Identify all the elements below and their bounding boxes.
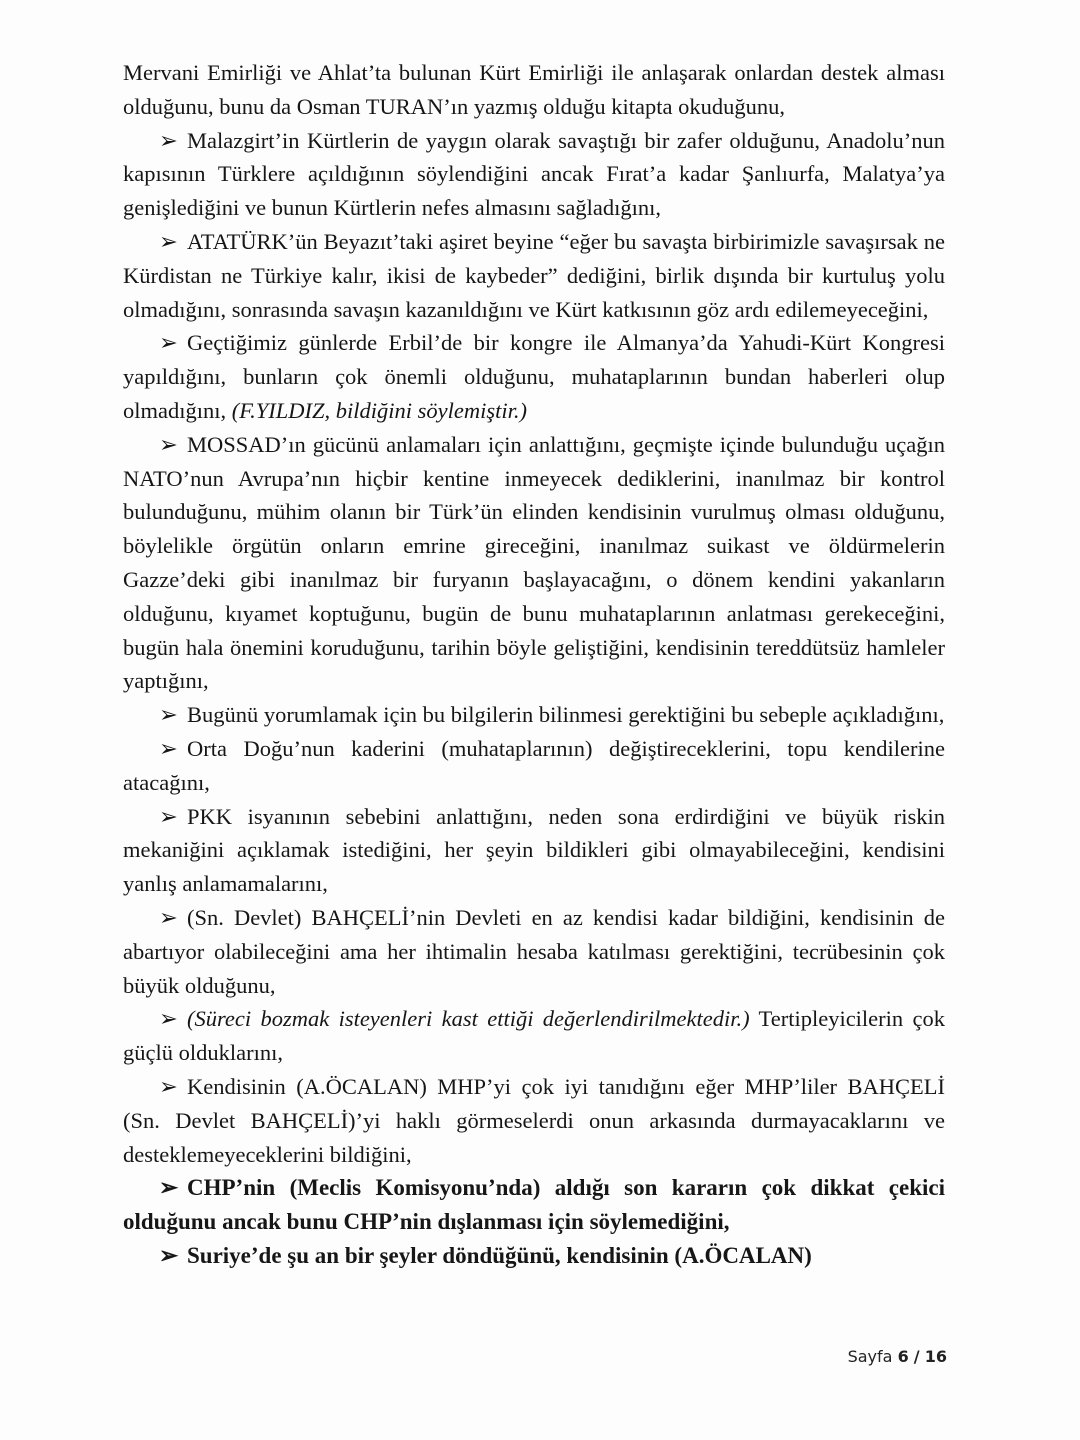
page-number <box>848 1347 947 1366</box>
list-item-text: CHP’nin (Meclis Komisyonu’nda) aldığı son kararın çok dikkat çekici olduğunu ancak bunu CHP’nin dışlanması için söylemediğini, <box>123 1175 945 1235</box>
list-item <box>123 698 945 732</box>
total-pages: 16 <box>924 1347 947 1366</box>
arrow-bullet-icon: ➢ <box>159 1242 179 1268</box>
arrow-bullet-icon: ➢ <box>159 127 178 153</box>
list-item-text: PKK isyanının sebebini anlattığını, neden sona erdirdiğini ve büyük riskin mekaniğini açıklamak istediğini, her şeyin bildikleri gibi olmayabileceğini, kendisini yanlış anlamamalarını, <box>123 803 945 897</box>
arrow-bullet-icon: ➢ <box>159 702 178 728</box>
list-item-italic-note: (Süreci bozmak isteyenleri kast ettiği değerlendirilmektedir.) <box>187 1006 750 1032</box>
list-item-text: Suriye’de şu an bir şeyler döndüğünü, kendisinin (A.ÖCALAN) <box>187 1242 812 1268</box>
arrow-bullet-icon: ➢ <box>159 431 178 457</box>
list-item <box>123 732 945 800</box>
list-item <box>123 225 945 326</box>
page-separator: / <box>913 1347 920 1366</box>
list-item-text: MOSSAD’ın gücünü anlamaları için anlattığını, geçmişte içinde bulunduğu uçağın NATO’nun Avrupa’nın hiçbir kentine inmeyecek dediklerini, inanılmaz bir kontrol bulunduğunu, mühim olanın bir Türk’ün elinden kendisinin vurulmuş olması olduğunu, böylelikle örgütün onların emrine gireceğini, inanılmaz suikast ve öldürmelerin Gazze’deki gibi inanılmaz bir furyanın başlayacağını, o dönem kendini yakanların olduğunu, kıyamet koptuğunu, bugün de bunu muhataplarının anlatması gerekeceğini, bugün hala önemini koruduğunu, tarihin böyle geliştiğini, kendisinin tereddütsüz hamleler yaptığını, <box>123 431 945 694</box>
arrow-bullet-icon: ➢ <box>159 1175 179 1201</box>
list-item <box>123 800 945 901</box>
list-item <box>123 428 945 698</box>
page-label: Sayfa <box>847 1347 893 1366</box>
list-item-text: Tertipleyicilerin çok güçlü olduklarını, <box>123 1006 945 1066</box>
list-item-bold <box>123 1239 945 1273</box>
arrow-bullet-icon: ➢ <box>159 904 178 930</box>
list-item-text: Orta Doğu’nun kaderini (muhataplarının) değiştireceklerini, topu kendilerine atacağını, <box>123 735 945 795</box>
list-item <box>123 901 945 1002</box>
arrow-bullet-icon: ➢ <box>159 735 178 761</box>
arrow-bullet-icon: ➢ <box>159 1073 178 1099</box>
list-item <box>123 326 945 427</box>
current-page: 6 <box>897 1347 909 1366</box>
list-item <box>123 1002 945 1070</box>
list-item-bold <box>123 1171 945 1239</box>
arrow-bullet-icon: ➢ <box>159 228 178 254</box>
list-item-text: Bugünü yorumlamak için bu bilgilerin bilinmesi gerektiğini bu sebeple açıkladığını, <box>187 702 945 728</box>
list-item-text: ATATÜRK’ün Beyazıt’taki aşiret beyine “eğer bu savaşta birbirimizle savaşırsak ne Kürdistan ne Türkiye kalır, ikisi de kaybeder” dediğini, birlik dışında bir kurtuluş yolu olmadığını, sonrasında savaşın kazanıldığını ve Kürt katkısının göz ardı edilemeyeceğini, <box>123 228 945 322</box>
list-item-text: Geçtiğimiz günlerde Erbil’de bir kongre ile Almanya’da Yahudi-Kürt Kongresi yapıldığını, bunların çok önemli olduğunu, muhataplarının bundan haberleri olup olmadığını, <box>123 330 945 423</box>
list-item-text: Kendisinin (A.ÖCALAN) MHP’yi çok iyi tanıdığını eğer MHP’liler BAHÇELİ (Sn. Devlet BAHÇELİ)’yi haklı görmeselerdi onun arkasında durmayacaklarını ve desteklemeyeceklerini bildiğini, <box>123 1073 945 1167</box>
list-item-italic-note: (F.YILDIZ, bildiğini söylemiştir.) <box>231 397 527 423</box>
list-item <box>123 1070 945 1171</box>
arrow-bullet-icon: ➢ <box>159 330 178 356</box>
document-body <box>123 56 945 1273</box>
arrow-bullet-icon: ➢ <box>159 1006 178 1032</box>
list-item-text: (Sn. Devlet) BAHÇELİ’nin Devleti en az kendisi kadar bildiğini, kendisinin de abartıyor olabileceğini ama her ihtimalin hesaba katılması gerektiğini, tecrübesinin çok büyük olduğunu, <box>123 904 945 998</box>
arrow-bullet-icon: ➢ <box>159 803 178 829</box>
list-item <box>123 124 945 225</box>
intro-paragraph: Mervani Emirliği ve Ahlat’ta bulunan Kürt Emirliği ile anlaşarak onlardan destek alması olduğunu, bunu da Osman TURAN’ın yazmış olduğu kitapta okuduğunu, <box>123 60 945 119</box>
list-item-text: Malazgirt’in Kürtlerin de yaygın olarak savaştığı bir zafer olduğunu, Anadolu’nun kapısının Türklere açıldığının söylendiğini ancak Fırat’a kadar Şanlıurfa, Malatya’ya genişlediğini ve bunun Kürtlerin nefes almasını sağladığını, <box>123 127 945 221</box>
